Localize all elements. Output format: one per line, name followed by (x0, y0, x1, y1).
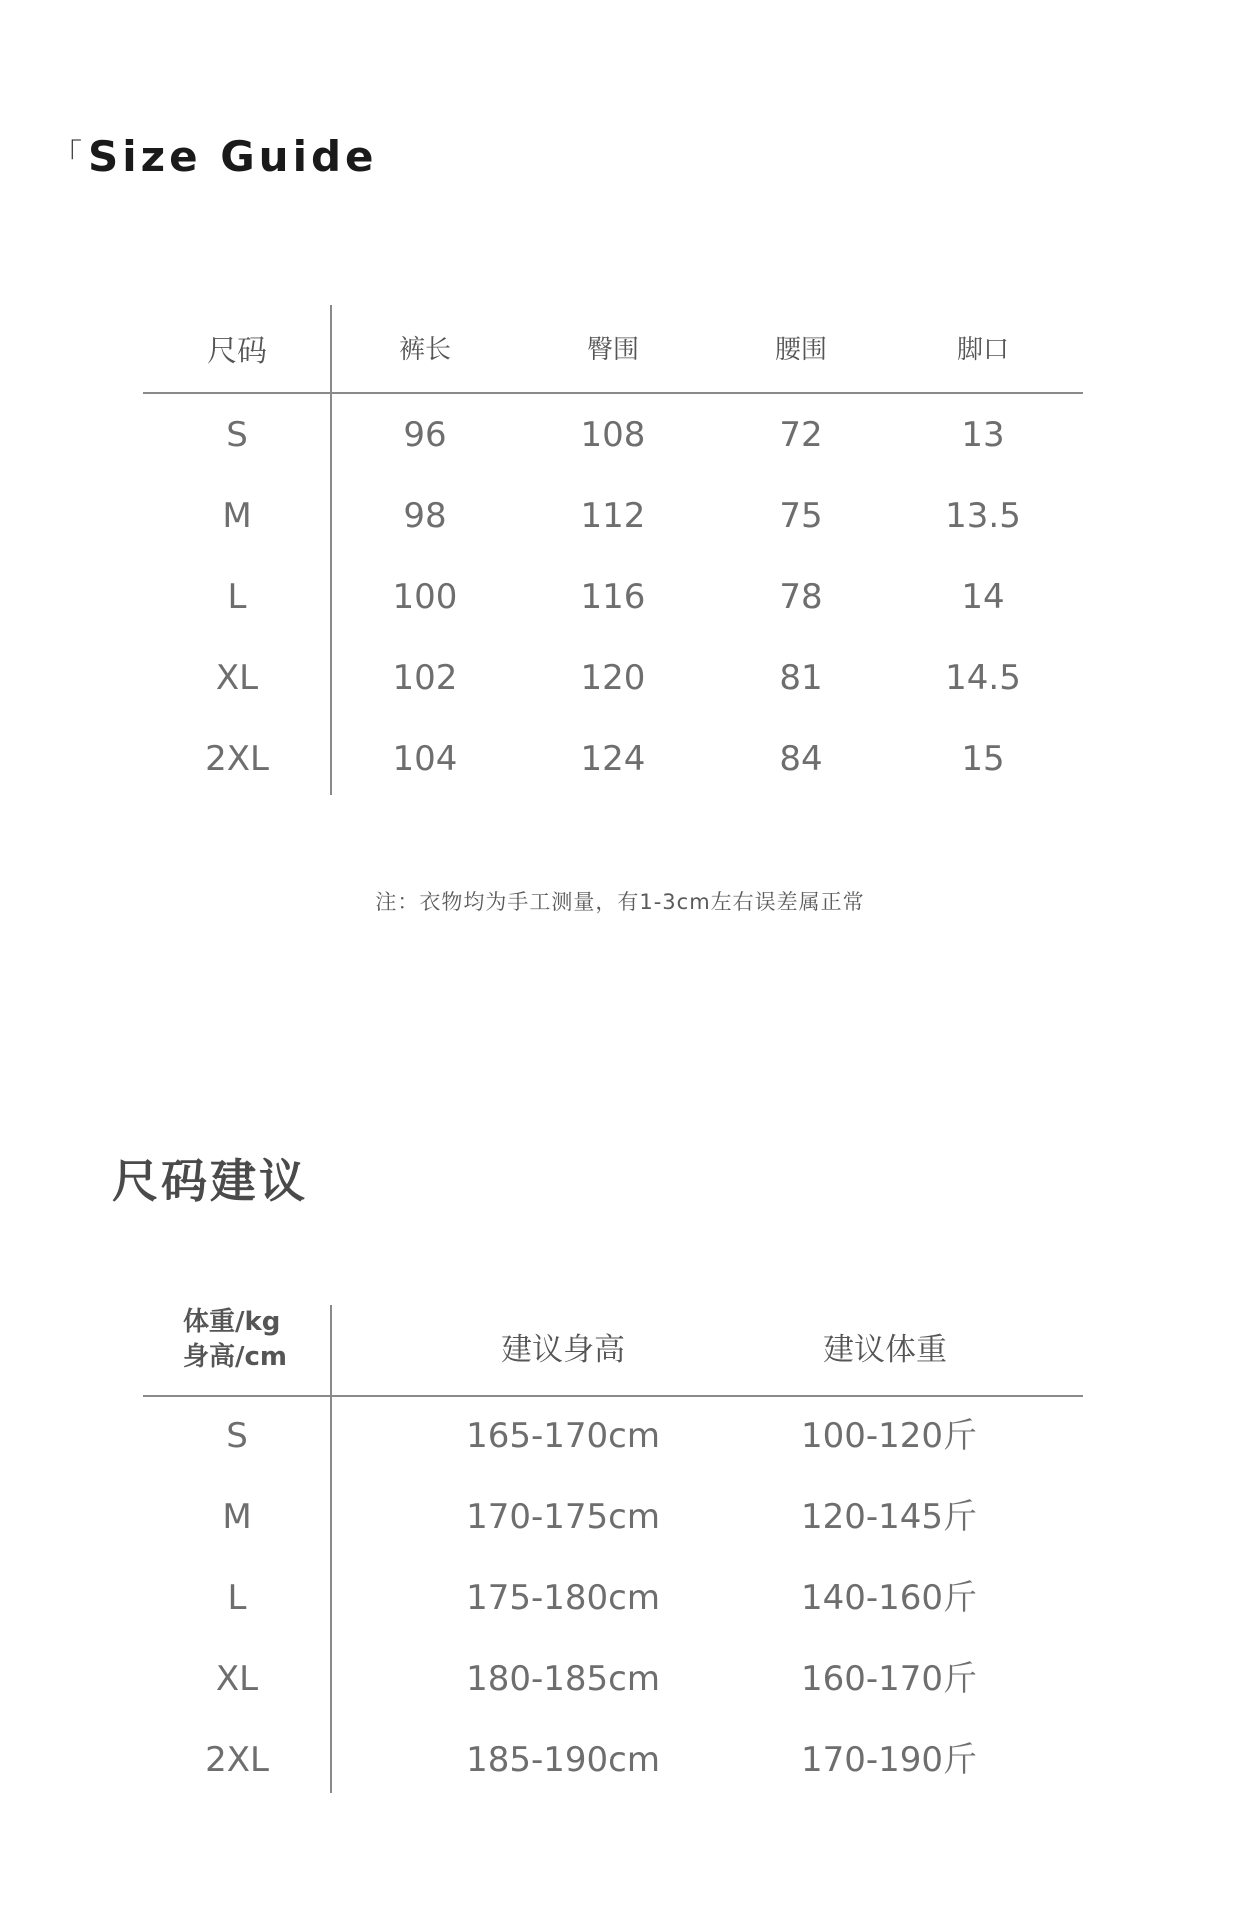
table-cell-hip: 108 (580, 415, 646, 455)
table-cell-waist: 84 (779, 739, 823, 779)
size-recommendation-table (143, 1305, 1083, 1805)
table-cell-size: S (226, 415, 248, 455)
table-column-divider (330, 1305, 332, 1793)
table-cell-hip: 112 (580, 496, 646, 536)
header-waist: 腰围 (774, 335, 828, 365)
table-cell-size: L (227, 577, 247, 617)
table-cell-size: 2XL (205, 739, 269, 779)
corner-header (183, 1305, 287, 1375)
size-guide-title-text: Size Guide (88, 132, 378, 181)
table-cell-hip: 124 (580, 739, 646, 779)
table-cell-waist: 81 (779, 658, 823, 698)
table-cell-pants-length: 98 (403, 496, 447, 536)
rec-cell-height: 175-180cm (466, 1578, 660, 1618)
table-cell-hip: 116 (580, 577, 646, 617)
header-leg-opening: 脚口 (956, 335, 1010, 365)
rec-cell-size: L (227, 1578, 247, 1618)
table-cell-size: XL (215, 658, 259, 698)
table-cell-pants-length: 104 (392, 739, 458, 779)
rec-cell-height: 185-190cm (466, 1740, 660, 1780)
table-cell-pants-length: 96 (403, 415, 447, 455)
table-column-divider (330, 305, 332, 795)
rec-cell-height: 180-185cm (466, 1659, 660, 1699)
corner-height-label: 身高/cm (182, 1342, 288, 1373)
size-recommendation-title: 尺码建议 (112, 1154, 308, 1208)
rec-cell-size: S (226, 1416, 248, 1456)
rec-cell-weight: 160-170斤 (800, 1659, 978, 1699)
measurement-note: 注：衣物均为手工测量，有1-3cm左右误差属正常 (375, 890, 865, 914)
header-recommended-height: 建议身高 (501, 1332, 625, 1368)
table-cell-leg-opening: 15 (961, 739, 1005, 779)
table-cell-leg-opening: 13.5 (945, 496, 1021, 536)
header-recommended-weight: 建议体重 (823, 1332, 947, 1368)
rec-cell-weight: 120-145斤 (800, 1497, 978, 1537)
rec-cell-height: 165-170cm (466, 1416, 660, 1456)
table-header-divider (143, 392, 1083, 394)
rec-cell-size: XL (215, 1659, 259, 1699)
table-cell-waist: 75 (779, 496, 823, 536)
table-header-divider (143, 1395, 1083, 1397)
header-pants-length: 裤长 (398, 335, 452, 365)
table-cell-pants-length: 102 (392, 658, 458, 698)
size-guide-title (52, 132, 378, 181)
title-bracket: 「 (52, 138, 86, 173)
size-measurement-table (143, 305, 1083, 805)
table-cell-waist: 78 (779, 577, 823, 617)
table-cell-waist: 72 (779, 415, 823, 455)
rec-cell-weight: 100-120斤 (800, 1416, 978, 1456)
table-cell-pants-length: 100 (392, 577, 458, 617)
rec-cell-size: M (222, 1497, 252, 1537)
table-cell-size: M (222, 496, 252, 536)
header-hip: 臀围 (586, 335, 640, 365)
corner-weight-label: 体重/kg (182, 1307, 281, 1337)
header-size: 尺码 (207, 334, 267, 369)
table-cell-leg-opening: 14 (961, 577, 1005, 617)
table-cell-leg-opening: 13 (961, 415, 1005, 455)
table-cell-leg-opening: 14.5 (945, 658, 1021, 698)
rec-cell-weight: 170-190斤 (800, 1740, 978, 1780)
rec-cell-weight: 140-160斤 (800, 1578, 978, 1618)
rec-cell-size: 2XL (205, 1740, 269, 1780)
rec-cell-height: 170-175cm (466, 1497, 660, 1537)
table-cell-hip: 120 (580, 658, 646, 698)
